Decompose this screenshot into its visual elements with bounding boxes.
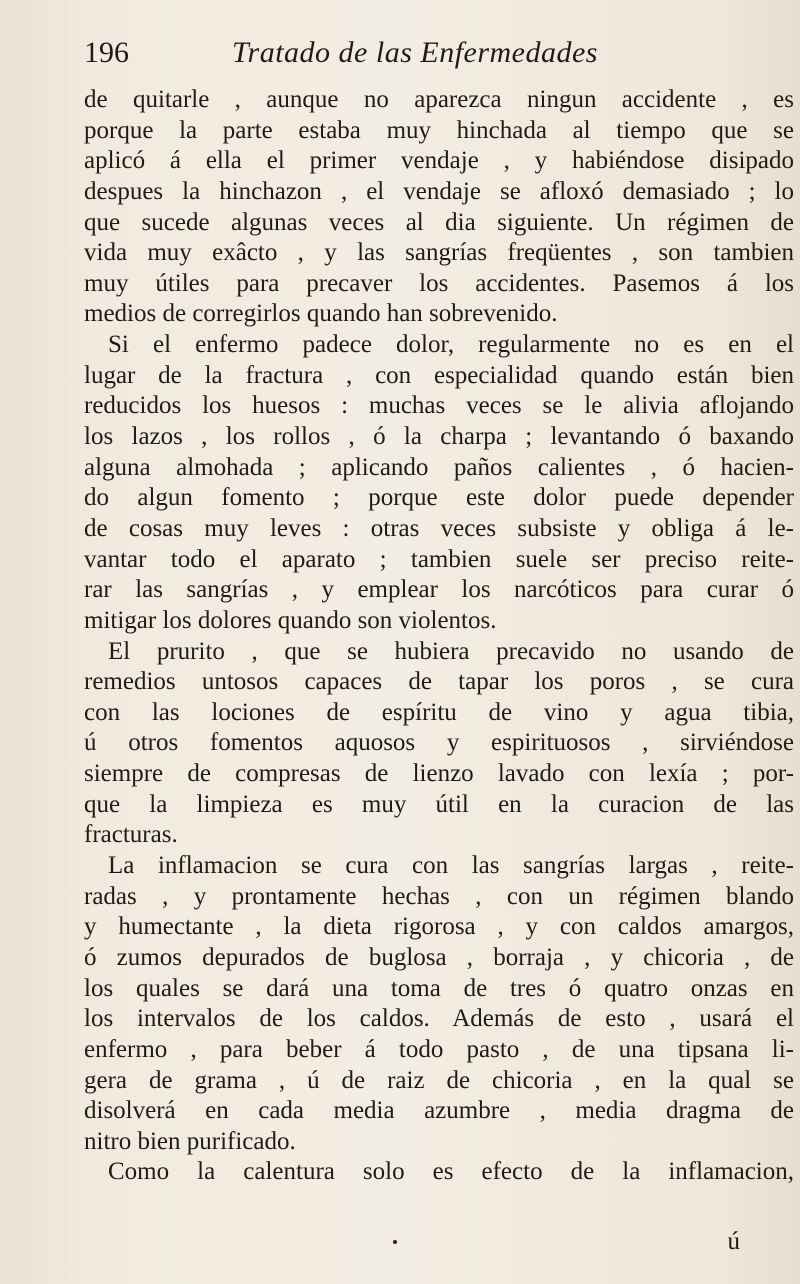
text-line: alguna almohada ; aplicando paños calientes , ó hacien- xyxy=(84,453,794,481)
text-line: de cosas muy leves : otras veces subsiste y obliga á le- xyxy=(84,514,794,542)
text-line: gera de grama , ú de raiz de chicoria , en la qual se xyxy=(84,1066,794,1094)
page-number: 196 xyxy=(84,36,129,69)
text-line: medios de corregirlos quando han sobrevenido. xyxy=(84,300,558,328)
text-line: que la limpieza es muy útil en la curacion de las xyxy=(84,790,794,818)
text-line: con las lociones de espíritu de vino y agua tibia, xyxy=(84,698,794,726)
text-line: y humectante , la dieta rigorosa , y con caldos amargos, xyxy=(84,913,794,941)
text-line: que sucede algunas veces al dia siguiente. Un régimen de xyxy=(84,208,794,236)
text-line: muy útiles para precaver los accidentes. Pasemos á los xyxy=(84,269,794,297)
page-header xyxy=(84,36,764,76)
text-line: rar las sangrías , y emplear los narcóticos para curar ó xyxy=(84,576,794,604)
text-line: disolverá en cada media azumbre , media dragma de xyxy=(84,1097,794,1125)
text-line: remedios untosos capaces de tapar los poros , se cura xyxy=(84,668,794,696)
text-line: ó zumos depurados de buglosa , borraja , y chicoria , de xyxy=(84,943,794,971)
text-line: los intervalos de los caldos. Además de esto , usará el xyxy=(84,1005,794,1033)
text-line: vida muy exâcto , y las sangrías freqüentes , son tambien xyxy=(84,239,794,267)
catchword: ú xyxy=(727,1228,740,1255)
text-line: los lazos , los rollos , ó la charpa ; levantando ó baxando xyxy=(84,423,794,451)
text-line: nitro bien purificado. xyxy=(84,1127,296,1155)
text-line: fracturas. xyxy=(84,821,178,849)
text-line: aplicó á ella el primer vendaje , y habiéndose disipado xyxy=(84,147,794,175)
text-line: ú otros fomentos aquosos y espirituosos , sirviéndose xyxy=(84,729,794,757)
text-line: lugar de la fractura , con especialidad quando están bien xyxy=(84,361,794,389)
text-line: El prurito , que se hubiera precavido no usando de xyxy=(108,637,794,665)
text-line: despues la hinchazon , el vendaje se afloxó demasiado ; lo xyxy=(84,177,794,205)
text-line: radas , y prontamente hechas , con un régimen blando xyxy=(84,882,794,910)
ink-speck xyxy=(393,1240,397,1244)
text-line: de quitarle , aunque no aparezca ningun accidente , es xyxy=(84,86,794,113)
text-line: enfermo , para beber á todo pasto , de una tipsana li- xyxy=(84,1035,794,1063)
text-line: reducidos los huesos : muchas veces se le alivia aflojando xyxy=(84,392,794,420)
text-line: La inflamacion se cura con las sangrías largas , reite- xyxy=(108,852,794,880)
body-text xyxy=(84,85,794,1188)
text-line: siempre de compresas de lienzo lavado con lexía ; por- xyxy=(84,760,794,788)
text-line: porque la parte estaba muy hinchada al tiempo que se xyxy=(84,116,794,144)
text-line: do algun fomento ; porque este dolor puede depender xyxy=(84,484,794,512)
text-line: los quales se dará una toma de tres ó quatro onzas en xyxy=(84,974,794,1002)
text-line: vantar todo el aparato ; tambien suele ser preciso reite- xyxy=(84,545,794,573)
text-line: mitigar los dolores quando son violentos. xyxy=(84,606,497,634)
running-title: Tratado de las Enfermedades xyxy=(232,36,598,69)
text-line: Si el enfermo padece dolor, regularmente no es en el xyxy=(108,331,794,359)
text-line: Como la calentura solo es efecto de la inflamacion, xyxy=(108,1158,794,1186)
